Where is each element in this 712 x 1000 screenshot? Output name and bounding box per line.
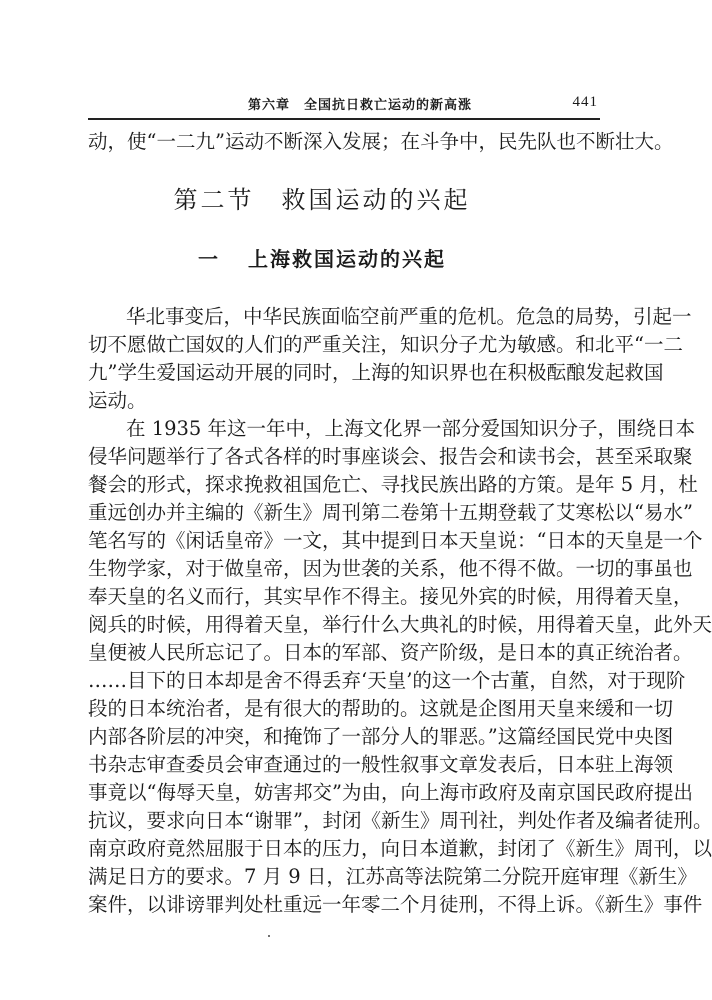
paragraph-line: 皇便被人民所忘记了。日本的军部、资产阶级，是日本的真正统治者。 bbox=[88, 641, 693, 664]
subsection-heading bbox=[0, 243, 644, 272]
scan-speck bbox=[268, 935, 270, 937]
paragraph-line: 运动。 bbox=[88, 389, 147, 412]
paragraph-line: 南京政府竟然屈服于日本的压力，向日本道歉，封闭了《新生》周刊，以 bbox=[88, 837, 712, 860]
paragraph-line: 段的日本统治者，是有很大的帮助的。这就是企图用天皇来缓和一切 bbox=[88, 697, 674, 720]
running-header bbox=[88, 92, 600, 114]
subsection-title: 上海救国运动的兴起 bbox=[248, 247, 446, 271]
paragraph-line: 内部各阶层的冲突，和掩饰了一部分人的罪恶。”这篇经国民党中央图 bbox=[88, 725, 674, 748]
paragraph-line: 切不愿做亡国奴的人们的严重关注，知识分子尤为敏感。和北平“一二 bbox=[88, 333, 683, 356]
paragraph-line: 笔名写的《闲话皇帝》一文，其中提到日本天皇说：“日本的天皇是一个 bbox=[88, 529, 703, 552]
paragraph-line: 重远创办并主编的《新生》周刊第二卷第十五期登载了艾寒松以“易水” bbox=[88, 501, 693, 524]
continuation-line: 动，使“一二九”运动不断深入发展；在斗争中，民先队也不断壮大。 bbox=[88, 130, 674, 153]
paragraph-line: 抗议，要求向日本“谢罪”，封闭《新生》周刊社，判处作者及编者徒刑。 bbox=[88, 809, 712, 832]
paragraph-line: ……目下的日本却是舍不得丢弃‘天皇’的这一个古董，自然，对于现阶 bbox=[88, 669, 686, 692]
paragraph-line: 案件，以诽谤罪判处杜重远一年零二个月徒刑，不得上诉。《新生》事件 bbox=[88, 893, 703, 916]
paragraph-line: 侵华问题举行了各式各样的时事座谈会、报告会和读书会，甚至采取聚 bbox=[88, 445, 693, 468]
chapter-running-title: 第六章 全国抗日救亡运动的新高涨 bbox=[248, 98, 473, 113]
paragraph-line: 奉天皇的名义而行，其实早作不得主。接见外宾的时候，用得着天皇， bbox=[88, 585, 693, 608]
header-rule bbox=[88, 118, 600, 120]
paragraph-line: 书杂志审查委员会审查通过的一般性叙事文章发表后，日本驻上海领 bbox=[88, 753, 674, 776]
section-title: 第二节 救国运动的兴起 bbox=[173, 186, 471, 214]
paragraph-line: 生物学家，对于做皇帝，因为世袭的关系，他不得不做。一切的事虽也 bbox=[88, 557, 693, 580]
paragraph-line: 在 1935 年这一年中，上海文化界一部分爱国知识分子，围绕日本 bbox=[126, 417, 696, 440]
paragraph-line: 满足日方的要求。7 月 9 日，江苏高等法院第二分院开庭审理《新生》 bbox=[88, 865, 697, 888]
paragraph-line: 阅兵的时候，用得着天皇，举行什么大典礼的时候，用得着天皇，此外天 bbox=[88, 613, 712, 636]
subsection-number: 一 bbox=[198, 247, 220, 271]
paragraph-line: 九”学生爱国运动开展的同时，上海的知识界也在积极酝酿发起救国 bbox=[88, 361, 664, 384]
page-number: 441 bbox=[572, 94, 598, 110]
paragraph-line: 餐会的形式，探求挽救祖国危亡、寻找民族出路的方策。是年 5 月，杜 bbox=[88, 473, 698, 496]
paragraph-line: 事竟以“侮辱天皇，妨害邦交”为由，向上海市政府及南京国民政府提出 bbox=[88, 781, 693, 804]
paragraph-line: 华北事变后，中华民族面临空前严重的危机。危急的局势，引起一 bbox=[126, 305, 692, 328]
